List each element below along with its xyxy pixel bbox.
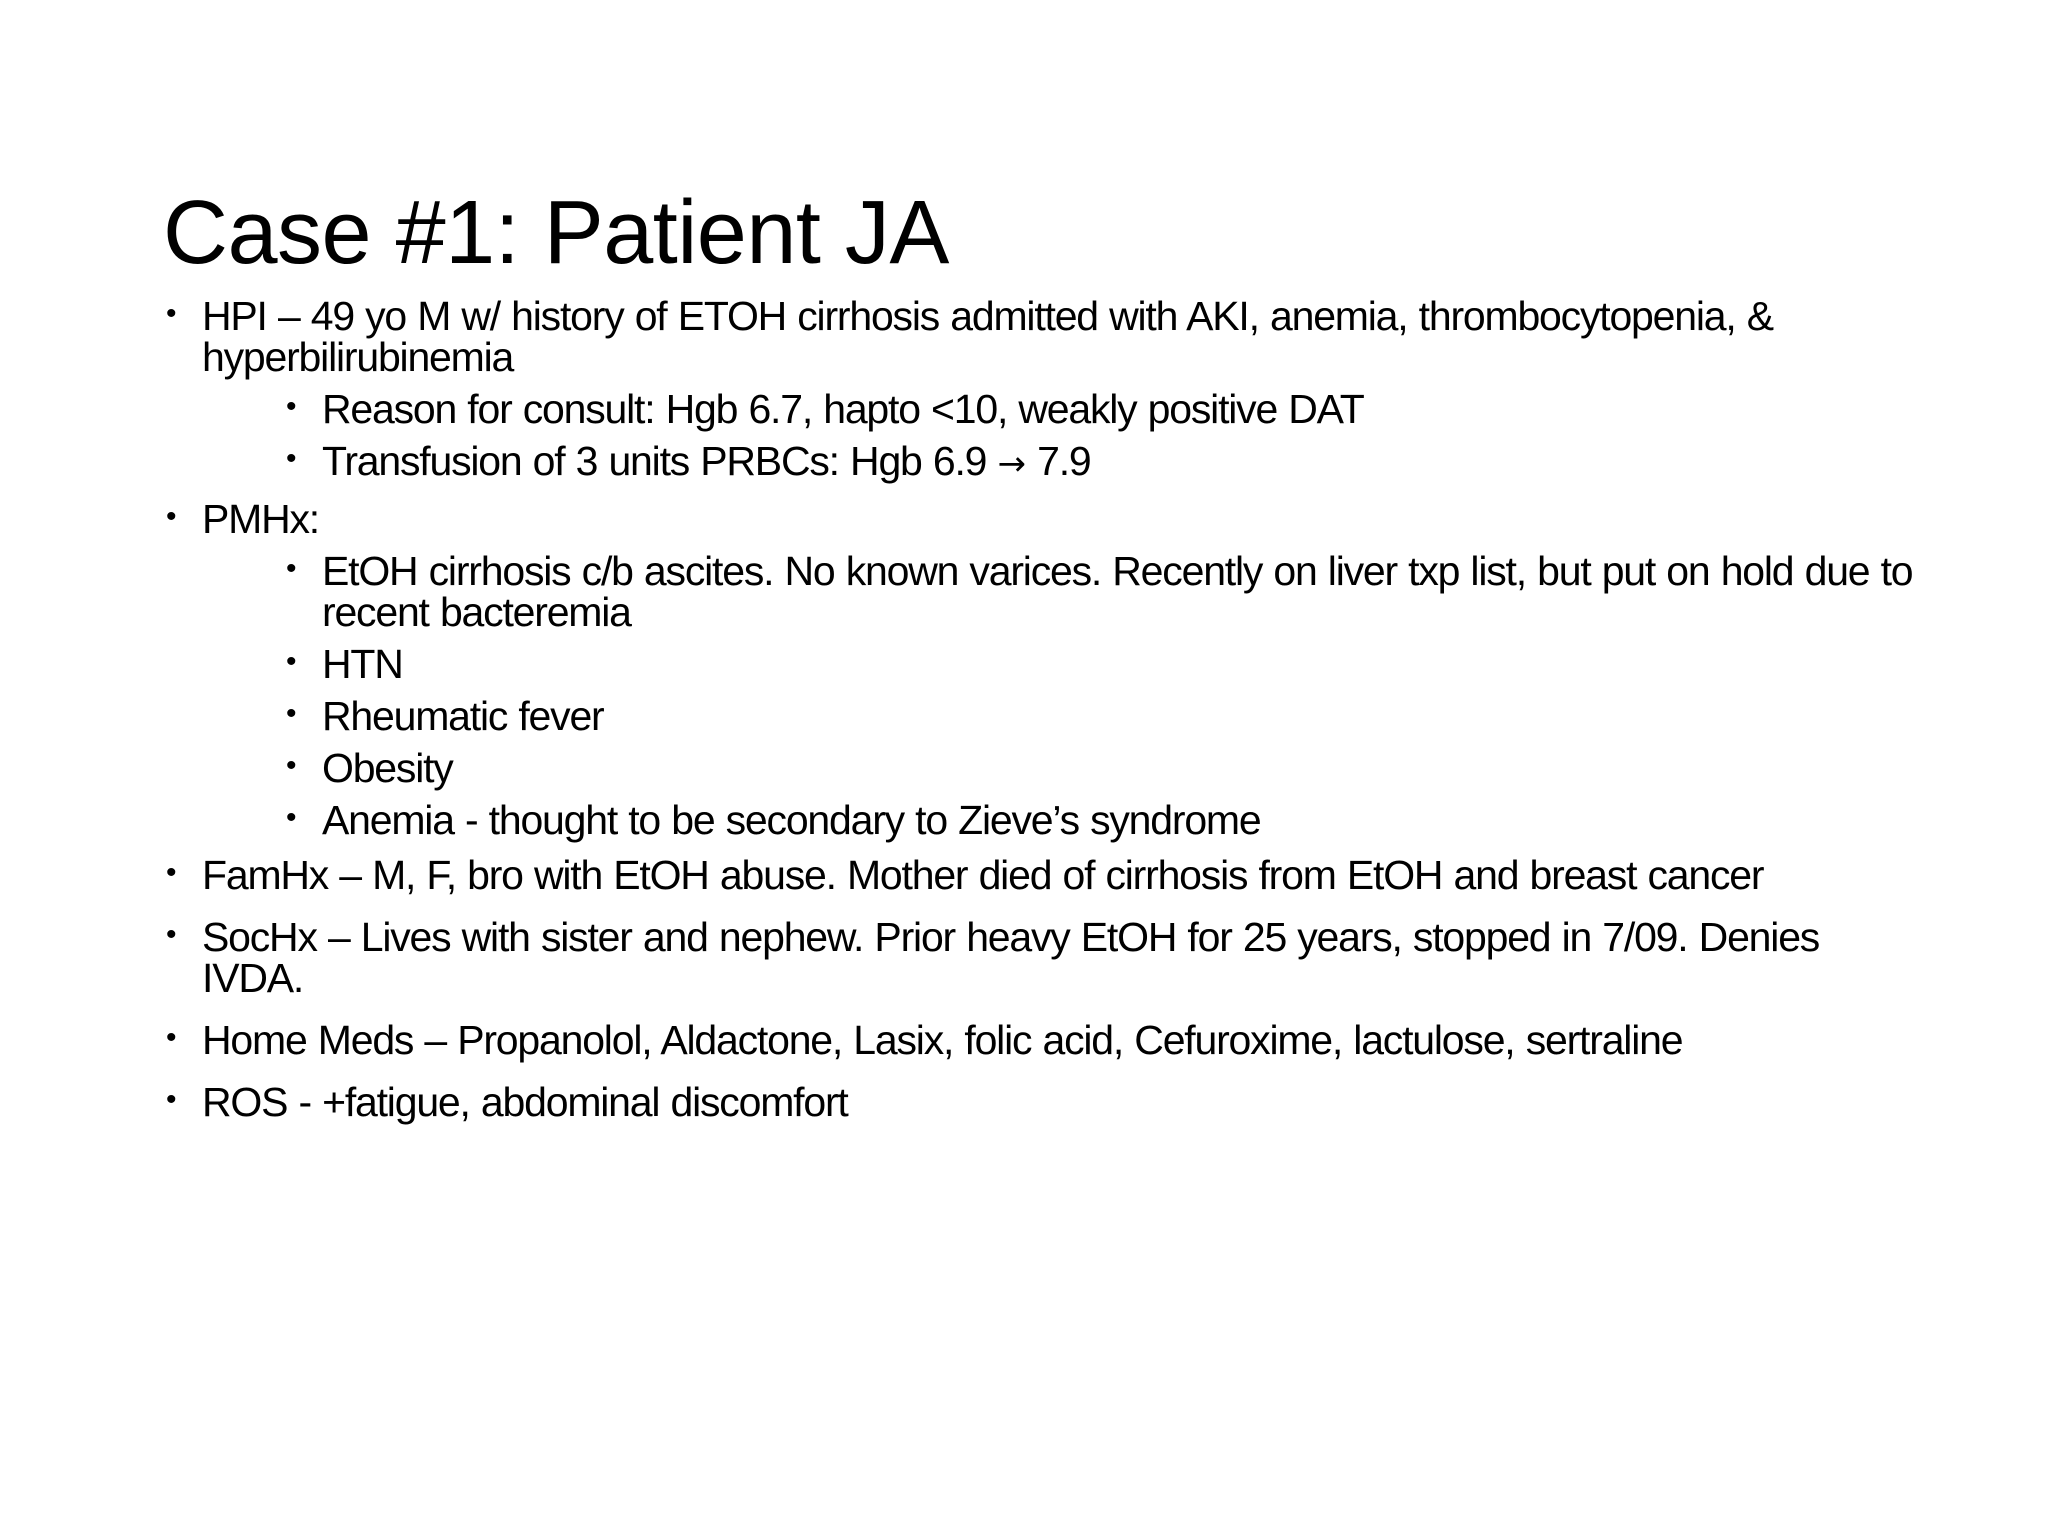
bullet-item-pmhx bbox=[160, 496, 1920, 843]
sub-bullet-text: EtOH cirrhosis c/b ascites. No known varices. Recently on liver txp list, but put on hold due to recent bacteremia bbox=[322, 548, 1913, 635]
sub-bullet-list bbox=[202, 386, 1920, 485]
sub-bullet-text: Anemia - thought to be secondary to Zieve’s syndrome bbox=[322, 797, 1261, 843]
bullet-dot-icon: • bbox=[166, 918, 177, 951]
bullet-text: PMHx: bbox=[202, 496, 320, 542]
bullet-text: Home Meds – Propanolol, Aldactone, Lasix, folic acid, Cefuroxime, lactulose, sertraline bbox=[202, 1017, 1683, 1063]
sub-bullet-item-rheumatic-fever bbox=[280, 693, 1920, 739]
bullet-dot-icon: • bbox=[286, 390, 297, 423]
transfusion-before-text: Transfusion of 3 units PRBCs: Hgb 6.9 bbox=[322, 438, 998, 484]
bullet-dot-icon: • bbox=[166, 1021, 177, 1054]
bullet-text: ROS - +fatigue, abdominal discomfort bbox=[202, 1079, 848, 1125]
bullet-text: HPI – 49 yo M w/ history of ETOH cirrhosis admitted with AKI, anemia, thrombocytopenia, & hyperbilirubinemia bbox=[202, 293, 1773, 380]
bullet-dot-icon: • bbox=[286, 552, 297, 585]
bullet-dot-icon: • bbox=[286, 749, 297, 782]
bullet-list bbox=[160, 293, 1920, 1125]
bullet-item-famhx bbox=[160, 852, 1920, 898]
slide-title: Case #1: Patient JA bbox=[163, 183, 949, 283]
bullet-dot-icon: • bbox=[286, 801, 297, 834]
bullet-item-ros bbox=[160, 1079, 1920, 1125]
sub-bullet-text: Rheumatic fever bbox=[322, 693, 604, 739]
sub-bullet-item-htn bbox=[280, 641, 1920, 687]
right-arrow-icon: → bbox=[997, 444, 1026, 484]
bullet-item-hpi bbox=[160, 293, 1920, 485]
bullet-dot-icon: • bbox=[286, 442, 297, 475]
bullet-dot-icon: • bbox=[166, 1083, 177, 1116]
sub-bullet-item-anemia bbox=[280, 797, 1920, 843]
sub-bullet-text: Reason for consult: Hgb 6.7, hapto <10, weakly positive DAT bbox=[322, 386, 1364, 432]
sub-bullet-item-transfusion bbox=[280, 438, 1920, 485]
bullet-item-home-meds bbox=[160, 1017, 1920, 1063]
bullet-dot-icon: • bbox=[286, 697, 297, 730]
bullet-dot-icon: • bbox=[166, 856, 177, 889]
sub-bullet-list bbox=[202, 548, 1920, 843]
bullet-item-sochx bbox=[160, 914, 1920, 1001]
sub-bullet-text bbox=[322, 438, 1920, 485]
bullet-text: FamHx – M, F, bro with EtOH abuse. Mother died of cirrhosis from EtOH and breast cancer bbox=[202, 852, 1764, 898]
transfusion-after-text: 7.9 bbox=[1025, 438, 1091, 484]
sub-bullet-text: HTN bbox=[322, 641, 403, 687]
bullet-dot-icon: • bbox=[166, 500, 177, 533]
bullet-dot-icon: • bbox=[166, 297, 177, 330]
slide-content bbox=[160, 293, 1920, 1144]
sub-bullet-item-reason-for-consult bbox=[280, 386, 1920, 432]
sub-bullet-text: Obesity bbox=[322, 745, 453, 791]
sub-bullet-item-etoh-cirrhosis bbox=[280, 548, 1920, 635]
sub-bullet-item-obesity bbox=[280, 745, 1920, 791]
bullet-text: SocHx – Lives with sister and nephew. Prior heavy EtOH for 25 years, stopped in 7/09. Denies IVDA. bbox=[202, 914, 1820, 1001]
bullet-dot-icon: • bbox=[286, 645, 297, 678]
